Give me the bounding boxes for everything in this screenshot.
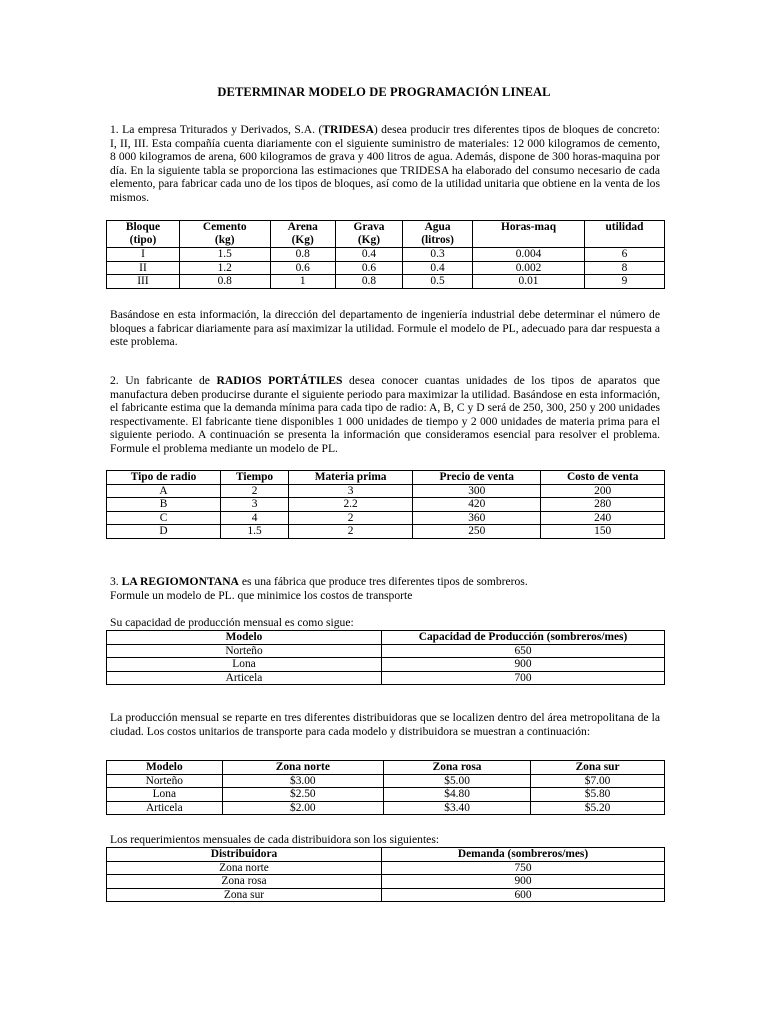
table-cell: 1.5 xyxy=(179,248,270,262)
page-title: DETERMINAR MODELO DE PROGRAMACIÓN LINEAL xyxy=(217,85,551,99)
requirements-intro: Los requerimientos mensuales de cada distribuidora son los siguientes: xyxy=(110,833,440,846)
product-name: RADIOS PORTÁTILES xyxy=(216,374,343,387)
table-cell: 280 xyxy=(541,498,665,512)
table-cell: $2.50 xyxy=(222,788,383,802)
table-cell: $2.00 xyxy=(222,801,383,815)
table-row xyxy=(107,644,665,658)
table-cell: Lona xyxy=(107,788,223,802)
problem-1-prefix: 1. La empresa Triturados y Derivados, S.A. ( xyxy=(110,123,323,136)
table-cell: 900 xyxy=(382,658,665,672)
table-cell: 0.3 xyxy=(402,248,472,262)
table-cell: 1.2 xyxy=(179,261,270,275)
table-cell: 200 xyxy=(541,484,665,498)
table-cell: 6 xyxy=(584,248,664,262)
column-header: Demanda (sombreros/mes) xyxy=(382,848,665,862)
table-cell: B xyxy=(107,498,221,512)
table-row xyxy=(107,671,665,685)
table-cell: 9 xyxy=(584,275,664,289)
table-cell: 0.004 xyxy=(473,248,585,262)
column-header: Capacidad de Producción (sombreros/mes) xyxy=(382,631,665,645)
table-cell: Articela xyxy=(107,801,223,815)
column-header: Cemento (kg) xyxy=(179,221,270,248)
column-header: Horas-maq xyxy=(473,221,585,248)
column-header: Grava (Kg) xyxy=(335,221,402,248)
problem-3-line-2: Formule un modelo de PL. que minimice los costos de transporte xyxy=(110,589,413,602)
problem-1-paragraph xyxy=(110,123,660,205)
table-cell: 1 xyxy=(270,275,335,289)
table-cell: 2.2 xyxy=(289,498,413,512)
table-row xyxy=(107,801,665,815)
table-row xyxy=(107,525,665,539)
table-cell: 0.8 xyxy=(179,275,270,289)
table-cell: Zona sur xyxy=(107,888,382,902)
table-header-row xyxy=(107,848,665,862)
table-cell: Zona norte xyxy=(107,861,382,875)
table-row xyxy=(107,774,665,788)
table-row xyxy=(107,875,665,889)
table-cell: $7.00 xyxy=(531,774,665,788)
table-cell: 2 xyxy=(289,525,413,539)
table-row xyxy=(107,484,665,498)
problem-1-text: ) desea producir tres diferentes tipos de bloques de concreto: I, II, III. Esta compañía cuenta diariamente con el siguiente suministro de materiales: 12 000 kilogramos de cemento, 8 000 kilogramos de arena, 600 kilogramos de grava y 400 litros de agua. Además, dispone de 300 horas-maquina por día. En la siguiente tabla se proporciona las estimaciones que TRIDESA ha elaborado del consumo necesario de cada elemento, para fabricar cada uno de los tipos de bloques, así como de la utilidad unitaria que obtiene en la venta de los mismos. xyxy=(110,123,661,204)
table-cell: D xyxy=(107,525,221,539)
table-header-row xyxy=(107,221,665,248)
table-cell: 0.4 xyxy=(402,261,472,275)
company-name: TRIDESA xyxy=(322,123,374,136)
column-header: Tiempo xyxy=(221,471,289,485)
table-cell: $4.80 xyxy=(384,788,531,802)
table-row xyxy=(107,788,665,802)
table-header-row xyxy=(107,761,665,775)
problem-3-text: es una fábrica que produce tres diferentes tipos de sombreros. xyxy=(238,575,528,588)
table-cell: 3 xyxy=(289,484,413,498)
table-cell: 1.5 xyxy=(221,525,289,539)
table-cell: 240 xyxy=(541,511,665,525)
table-cell: 300 xyxy=(413,484,541,498)
table-row xyxy=(107,888,665,902)
table-cell: Norteño xyxy=(107,644,382,658)
table-cell: 0.4 xyxy=(335,248,402,262)
table-row xyxy=(107,658,665,672)
table-cell: 600 xyxy=(382,888,665,902)
table-cell: Lona xyxy=(107,658,382,672)
table-cell: Articela xyxy=(107,671,382,685)
table-cell: $5.20 xyxy=(531,801,665,815)
table-cell: $5.80 xyxy=(531,788,665,802)
table-row xyxy=(107,248,665,262)
table-row xyxy=(107,275,665,289)
column-header: Distribuidora xyxy=(107,848,382,862)
column-header: Modelo xyxy=(107,761,223,775)
column-header: Tipo de radio xyxy=(107,471,221,485)
transport-cost-table xyxy=(106,760,665,815)
problem-3-line-1 xyxy=(110,575,670,589)
table-cell: 0.6 xyxy=(270,261,335,275)
table-cell: 2 xyxy=(289,511,413,525)
table-cell: 750 xyxy=(382,861,665,875)
table-cell: Norteño xyxy=(107,774,223,788)
table-cell: 0.01 xyxy=(473,275,585,289)
table-cell: 0.5 xyxy=(402,275,472,289)
table-cell: 3 xyxy=(221,498,289,512)
column-header: Zona norte xyxy=(222,761,383,775)
column-header: Zona sur xyxy=(531,761,665,775)
table-cell: C xyxy=(107,511,221,525)
factory-name: LA REGIOMONTANA xyxy=(121,575,239,588)
table-cell: 0.8 xyxy=(270,248,335,262)
problem-2-prefix: 2. Un fabricante de xyxy=(110,374,217,387)
column-header: Agua (litros) xyxy=(402,221,472,248)
table-cell: I xyxy=(107,248,180,262)
table-cell: 8 xyxy=(584,261,664,275)
problem-3-prefix: 3. xyxy=(110,575,122,588)
table-row xyxy=(107,511,665,525)
table-cell: 360 xyxy=(413,511,541,525)
problem-2-text: desea conocer cuantas unidades de los tipos de aparatos que manufactura deben producirse durante el siguiente periodo para maximizar la utilidad. Basándose en esta información, el fabricante estima que la demanda mínima para cada tipo de radio: A, B, C y D será de 250, 300, 250 y 200 unidades respectivamente. El fabricante tiene disponibles 1 000 unidades de tiempo y 2 000 unidades de materia prima para el siguiente periodo. A continuación se presenta la información que consideramos esencial para resolver el problema. Formule el problema mediante un modelo de PL. xyxy=(110,374,660,455)
table-cell: Zona rosa xyxy=(107,875,382,889)
column-header: Zona rosa xyxy=(384,761,531,775)
table-cell: $5.00 xyxy=(384,774,531,788)
demand-table xyxy=(106,847,665,902)
table-cell: III xyxy=(107,275,180,289)
table-header-row xyxy=(107,631,665,645)
table-cell: 4 xyxy=(221,511,289,525)
table-cell: A xyxy=(107,484,221,498)
table-cell: 150 xyxy=(541,525,665,539)
table-cell: 900 xyxy=(382,875,665,889)
table-row xyxy=(107,498,665,512)
table-cell: 0.6 xyxy=(335,261,402,275)
table-cell: 700 xyxy=(382,671,665,685)
column-header: utilidad xyxy=(584,221,664,248)
table-cell: 0.002 xyxy=(473,261,585,275)
problem-2-paragraph xyxy=(110,374,660,456)
table-cell: 250 xyxy=(413,525,541,539)
distribution-paragraph: La producción mensual se reparte en tres diferentes distribuidoras que se localizen dentro del área metropolitana de la ciudad. Los costos unitarios de transporte para cada modelo y distribuidora se muestran a continuación: xyxy=(110,711,660,738)
column-header: Arena (Kg) xyxy=(270,221,335,248)
capacity-table xyxy=(106,630,665,685)
table-cell: 2 xyxy=(221,484,289,498)
column-header: Materia prima xyxy=(289,471,413,485)
table-cell: II xyxy=(107,261,180,275)
table-row xyxy=(107,261,665,275)
table-cell: 420 xyxy=(413,498,541,512)
table-cell: $3.00 xyxy=(222,774,383,788)
column-header: Costo de venta xyxy=(541,471,665,485)
column-header: Modelo xyxy=(107,631,382,645)
radios-table xyxy=(106,470,665,539)
column-header: Bloque (tipo) xyxy=(107,221,180,248)
blocks-table xyxy=(106,220,665,289)
table-row xyxy=(107,861,665,875)
problem-1-conclusion: Basándose en esta información, la dirección del departamento de ingeniería industrial debe determinar el número de bloques a fabricar diariamente para así maximizar la utilidad. Formule el modelo de PL, adecuado para dar respuesta a este problema. xyxy=(110,308,660,349)
table-cell: $3.40 xyxy=(384,801,531,815)
capacity-intro: Su capacidad de producción mensual es como sigue: xyxy=(110,616,354,629)
table-cell: 650 xyxy=(382,644,665,658)
table-header-row xyxy=(107,471,665,485)
table-cell: 0.8 xyxy=(335,275,402,289)
column-header: Precio de venta xyxy=(413,471,541,485)
